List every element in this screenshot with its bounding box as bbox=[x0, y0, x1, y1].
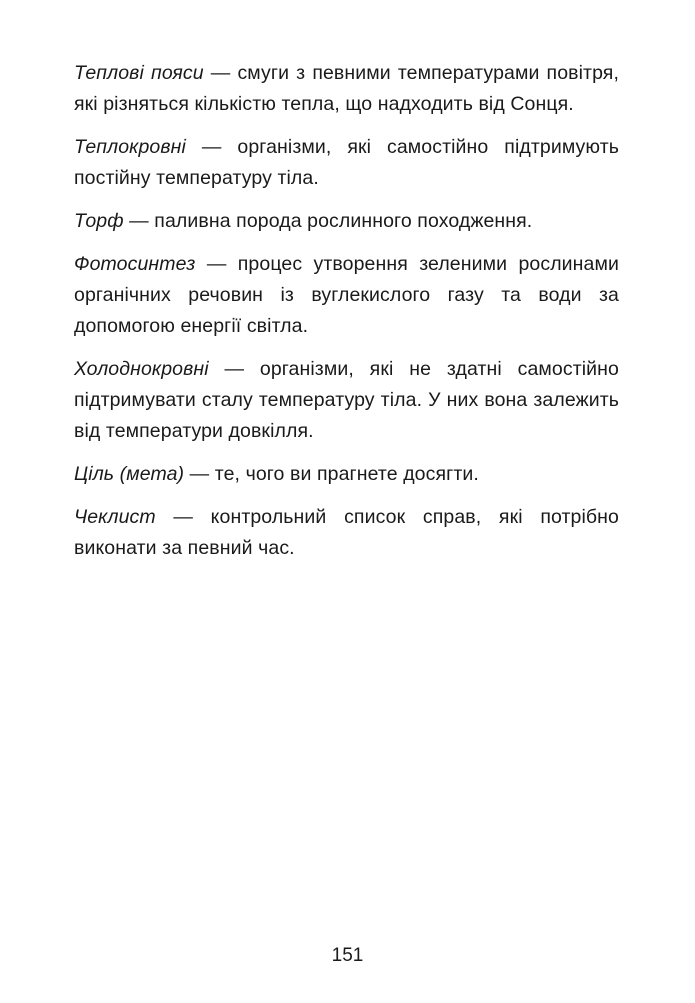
glossary-page bbox=[74, 58, 619, 576]
glossary-entry-photosynthesis bbox=[74, 249, 619, 342]
glossary-definition: — паливна порода рослинного походження. bbox=[123, 210, 533, 232]
glossary-definition: — організми, які самостійно підтримують постійну температуру тіла. bbox=[74, 136, 619, 189]
glossary-term: Теплокровні bbox=[74, 136, 186, 158]
glossary-term: Торф bbox=[74, 210, 124, 232]
glossary-entry-warm-blooded bbox=[74, 132, 619, 194]
glossary-entry-peat bbox=[74, 206, 619, 237]
glossary-term: Ціль (мета) bbox=[74, 463, 185, 485]
glossary-definition: — організми, які не здатні самостійно підтримувати сталу температуру тіла. У них вона залежить від температури довкілля. bbox=[74, 358, 619, 442]
glossary-definition: — контрольний список справ, які потрібно виконати за певний час. bbox=[74, 506, 619, 559]
glossary-definition: — те, чого ви прагнете досягти. bbox=[184, 463, 479, 485]
page-number: 151 bbox=[331, 945, 364, 966]
glossary-term: Чеклист bbox=[74, 506, 156, 528]
glossary-term: Теплові пояси bbox=[74, 62, 204, 84]
glossary-definition: — процес утворення зеленими рослинами органічних речовин із вуглекислого газу та води за допомогою енергії світла. bbox=[74, 253, 619, 337]
glossary-entry-thermal-belts bbox=[74, 58, 619, 120]
glossary-definition: — смуги з певними температурами повітря, які різняться кількістю тепла, що надходить від Сонця. bbox=[74, 62, 619, 115]
glossary-term: Холоднокровні bbox=[74, 358, 209, 380]
glossary-entry-cold-blooded bbox=[74, 354, 619, 447]
glossary-term: Фотосинтез bbox=[74, 253, 196, 275]
glossary-entry-checklist bbox=[74, 502, 619, 564]
glossary-entry-goal bbox=[74, 459, 619, 490]
